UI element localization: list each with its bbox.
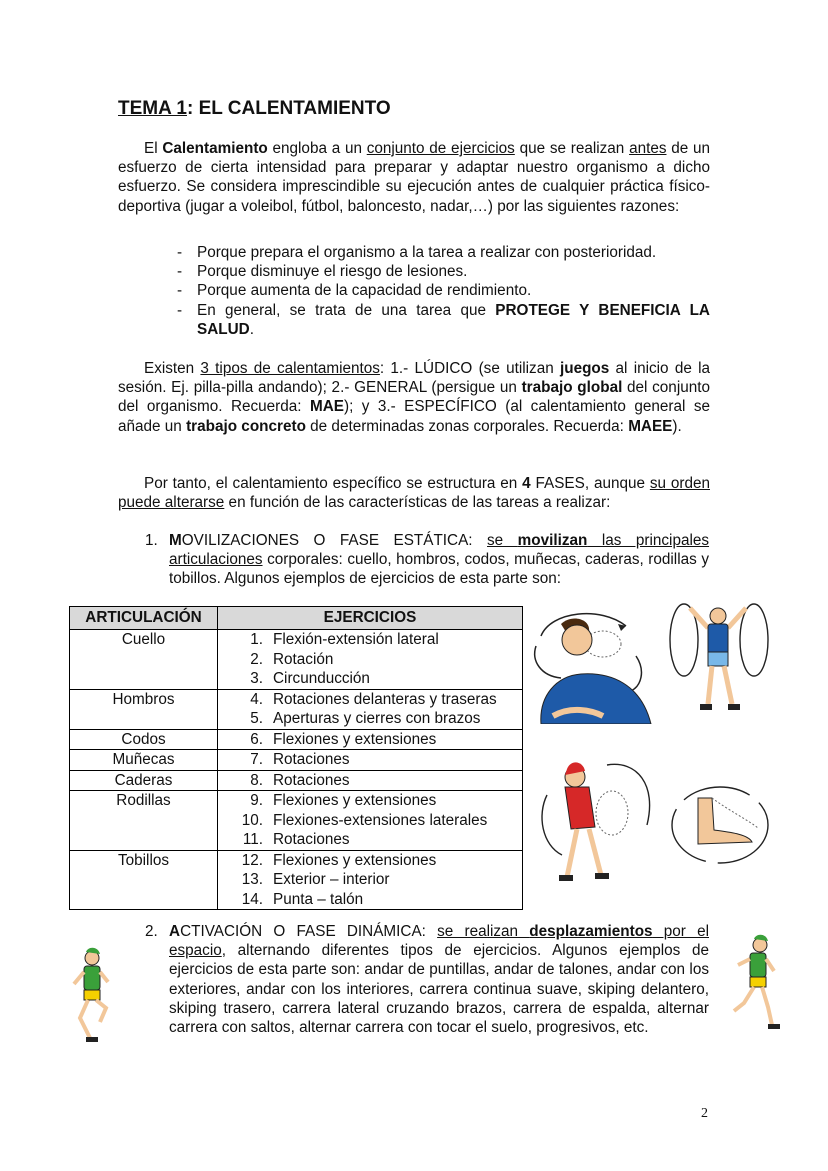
- exercise-label: Flexiones y extensiones: [273, 730, 437, 748]
- head: [562, 625, 592, 655]
- leg: [96, 1000, 106, 1022]
- exercise-number: 8.: [250, 771, 263, 789]
- joint-cell: Codos: [70, 729, 218, 750]
- phases-paragraph: Por tanto, el calentamiento específico se estructura en 4 FASES, aunque su orden puede alterarse en función de las características de las tareas a realizar:: [118, 475, 710, 512]
- motion-arrow: [535, 646, 561, 678]
- arm: [100, 972, 108, 982]
- exercise-number: 9.: [250, 792, 263, 809]
- head: [710, 608, 726, 624]
- arm: [74, 972, 84, 984]
- leg: [724, 666, 732, 704]
- arm: [766, 959, 774, 971]
- joint-cell: Caderas: [70, 770, 218, 791]
- running-figure-right: [730, 933, 780, 1033]
- exercise-label: Flexiones y extensiones: [273, 792, 437, 809]
- phase-number: 1.: [145, 532, 158, 549]
- shoe: [700, 704, 712, 710]
- leg: [589, 829, 601, 875]
- list-item: - Porque aumenta de la capacidad de rendimiento.: [175, 281, 710, 300]
- dashed-outline: [712, 798, 758, 828]
- shirt: [708, 624, 728, 654]
- shorts: [750, 977, 766, 987]
- exercise-number: 12.: [241, 851, 263, 869]
- exercise-label: Rotaciones delanteras y traseras: [273, 690, 497, 708]
- leg: [734, 987, 754, 1011]
- running-figure-left: [70, 946, 114, 1046]
- joint-cell: Rodillas: [70, 791, 218, 851]
- exercise-item: [218, 811, 522, 831]
- exercise-item: [218, 709, 522, 729]
- exercise-item: [218, 791, 522, 811]
- leg: [80, 1000, 90, 1038]
- table-row: [70, 729, 523, 750]
- leg: [708, 666, 712, 704]
- shoe: [86, 1037, 98, 1042]
- shirt: [750, 953, 766, 977]
- exercise-number: 3.: [250, 670, 263, 687]
- exercises-cell: [218, 770, 523, 791]
- exercise-number: 4.: [250, 690, 263, 708]
- phase-number: 2.: [145, 923, 158, 940]
- exercise-number: 14.: [241, 890, 263, 908]
- exercise-label: Circunducción: [273, 670, 370, 687]
- exercise-number: 6.: [250, 730, 263, 748]
- exercise-number: 10.: [241, 811, 263, 829]
- motion-arrow: [631, 656, 641, 691]
- exercises-cell: [218, 689, 523, 729]
- list-item: - Porque prepara el organismo a la tarea a realizar con posterioridad.: [175, 243, 710, 262]
- table-row: [70, 850, 523, 910]
- reasons-list: [175, 243, 710, 339]
- list-item: - Porque disminuye el riesgo de lesiones.: [175, 262, 710, 281]
- list-item: - En general, se trata de una tarea que PROTEGE Y BENEFICIA LA SALUD.: [175, 301, 710, 339]
- exercise-item: [218, 830, 522, 850]
- shorts: [84, 990, 100, 1000]
- table-row: [70, 770, 523, 791]
- shirt: [84, 966, 100, 990]
- leg: [762, 987, 772, 1025]
- joint-cell: Hombros: [70, 689, 218, 729]
- exercises-cell: [218, 850, 523, 910]
- exercise-label: Rotación: [273, 650, 334, 668]
- motion-arrow: [607, 764, 650, 825]
- shoe: [595, 873, 609, 879]
- arm: [738, 959, 750, 965]
- shoe: [768, 1024, 780, 1029]
- table-row: [70, 750, 523, 771]
- shoe: [728, 704, 740, 710]
- exercise-item: [218, 890, 522, 910]
- types-paragraph: Existen 3 tipos de calentamientos: 1.- LÚDICO (se utilizan juegos al inicio de la sesión. Ej. pilla-pilla andando); 2.- GENERAL (persigue un trabajo global del conjunto del organismo. Recuerda: MAE); y 3.- ESPECÍFICO (al calentamiento general se añade un trabajo concreto de determinadas zonas corporales. Recuerda: MAEE).: [118, 360, 710, 435]
- phase-2: 2. ACTIVACIÓN O FASE DINÁMICA: se realizan desplazamientos por el espacio, alternando diferentes tipos de ejercicios. Algunos ejemplos de ejercicios de esta parte son: andar de puntillas, andar de talones, andar con los exteriores, andar con los interiores, carrera continua suave, skiping delantero, skiping trasero, carrera lateral cruzando brazos, carrera de espalda, alternar carrera con saltos, alternar carrera con tocar el suelo, progresivos, etc.: [145, 923, 709, 1037]
- exercise-number: 2.: [250, 650, 263, 668]
- exercise-item: [218, 669, 522, 689]
- exercise-item: [218, 630, 522, 650]
- phase-1: 1. MOVILIZACIONES O FASE ESTÁTICA: se movilizan las principales articulaciones corporales: cuello, hombros, codos, muñecas, caderas, rodillas y tobillos. Algunos ejemplos de ejercicios de esta parte son:: [145, 532, 710, 588]
- joint-cell: Muñecas: [70, 750, 218, 771]
- exercise-item: [218, 851, 522, 871]
- table-header: ARTICULACIÓN: [70, 607, 218, 630]
- exercise-item: [218, 870, 522, 890]
- exercise-label: Aperturas y cierres con brazos: [273, 710, 481, 727]
- hip-exercise-figure: [537, 755, 662, 885]
- table-row: [70, 689, 523, 729]
- exercise-label: Flexiones y extensiones: [273, 851, 437, 869]
- leg: [567, 829, 577, 877]
- exercise-label: Rotaciones: [273, 751, 350, 768]
- exercise-number: 5.: [250, 710, 263, 727]
- neck-exercise-figure: [531, 606, 659, 724]
- exercise-item: [218, 690, 522, 710]
- exercises-table: [69, 606, 523, 910]
- shirt: [565, 787, 595, 829]
- exercises-cell: [218, 791, 523, 851]
- exercise-number: 11.: [242, 831, 263, 848]
- exercise-label: Rotaciones: [273, 831, 350, 848]
- shorts: [708, 652, 728, 666]
- exercises-cell: [218, 750, 523, 771]
- exercise-item: [218, 650, 522, 670]
- table-row: [70, 630, 523, 690]
- arm: [690, 608, 708, 628]
- exercise-label: Punta – talón: [273, 890, 364, 908]
- exercise-number: 1.: [250, 631, 263, 648]
- table-row: [70, 791, 523, 851]
- page-number: 2: [701, 1106, 708, 1121]
- dashed-outline: [596, 791, 628, 835]
- motion-arrow: [740, 604, 768, 676]
- exercise-item: [218, 750, 522, 770]
- exercise-label: Flexiones-extensiones laterales: [273, 811, 488, 829]
- exercise-label: Flexión-extensión lateral: [273, 631, 439, 648]
- exercise-number: 13.: [241, 871, 263, 888]
- shoe: [559, 875, 573, 881]
- page-title: TEMA 1: EL CALENTAMIENTO: [118, 98, 391, 119]
- motion-arrow: [542, 795, 562, 855]
- ankle-exercise-figure: [668, 780, 778, 870]
- exercises-cell: [218, 729, 523, 750]
- table-header: EJERCICIOS: [218, 607, 523, 630]
- exercise-label: Exterior – interior: [273, 871, 390, 888]
- exercise-item: [218, 771, 522, 791]
- foot: [698, 798, 752, 844]
- exercise-item: [218, 730, 522, 750]
- exercises-cell: [218, 630, 523, 690]
- shoulder-exercise-figure: [662, 600, 774, 718]
- intro-paragraph: El Calentamiento engloba a un conjunto de ejercicios que se realizan antes de un esfuerzo de cierta intensidad para preparar y adaptar nuestro organismo a dicho esfuerzo. Se considera imprescindible su ejecución antes de cualquier práctica físico-deportiva (jugar a voleibol, fútbol, baloncesto, nadar,…) por las siguientes razones:: [118, 140, 711, 215]
- exercise-label: Rotaciones: [273, 771, 350, 789]
- joint-cell: Cuello: [70, 630, 218, 690]
- joint-cell: Tobillos: [70, 850, 218, 910]
- exercise-number: 7.: [250, 751, 263, 768]
